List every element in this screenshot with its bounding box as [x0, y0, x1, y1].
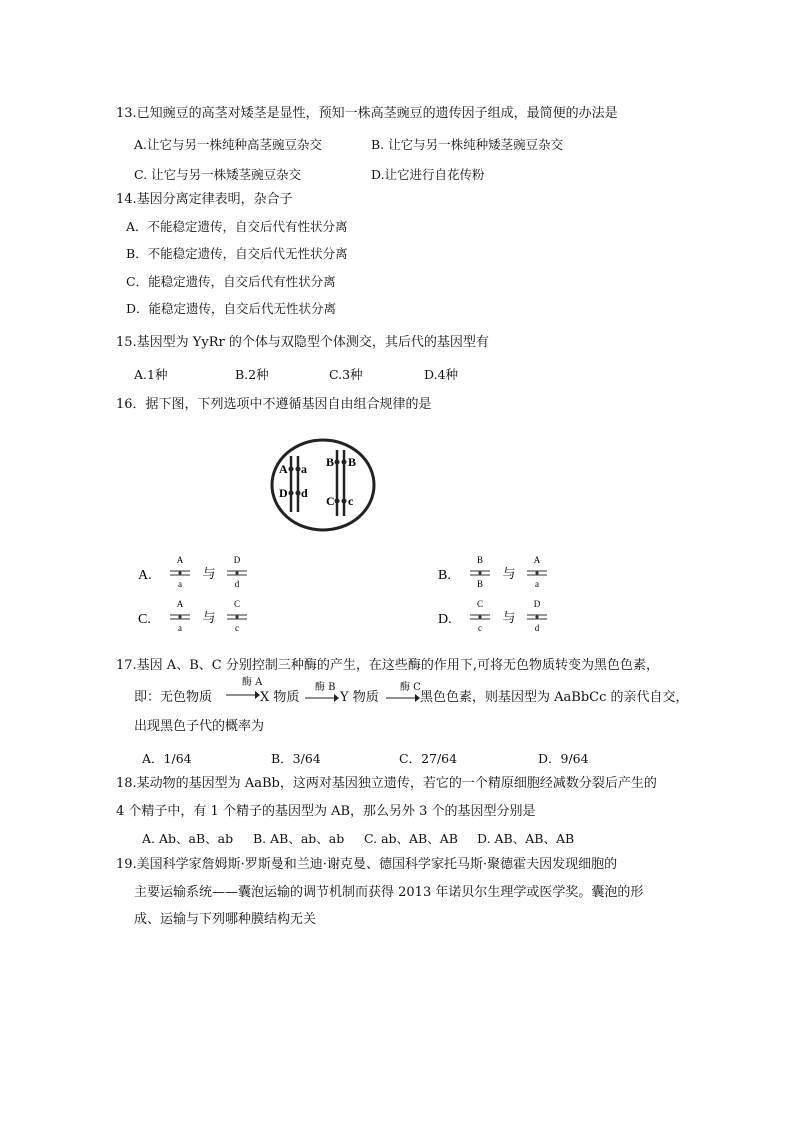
- q17-enzyme2-label: 酶 B: [315, 682, 336, 693]
- svg-text:D.: D.: [438, 612, 452, 627]
- svg-text:B.: B.: [438, 568, 451, 583]
- gene-label-c: c: [348, 494, 354, 508]
- q17-option-a: A．1/64: [142, 751, 192, 766]
- svg-text:A: A: [176, 555, 184, 565]
- svg-text:与: 与: [502, 610, 516, 625]
- q16-option-c: [136, 598, 256, 638]
- svg-text:D: D: [533, 599, 541, 609]
- cell-diagram: [270, 438, 380, 534]
- q13-option-c: C. 让它与另一株矮茎豌豆杂交: [134, 167, 302, 182]
- svg-text:c: c: [478, 623, 482, 633]
- q17-stem-line3: 出现黑色子代的概率为: [134, 719, 265, 734]
- gene-label-D: D: [279, 486, 288, 500]
- q14-option-d: D．能稳定遗传，自交后代无性状分离: [126, 301, 337, 316]
- q17-pathway-x: X 物质: [260, 690, 300, 705]
- svg-text:a: a: [535, 579, 539, 589]
- q17-arrow1: [226, 690, 260, 700]
- svg-text:B: B: [476, 555, 484, 565]
- q13-option-b: B. 让它与另一株纯种矮茎豌豆杂交: [371, 137, 564, 152]
- q16-option-a: [136, 554, 256, 594]
- q16-option-d: [436, 598, 556, 638]
- q18-option-c: C. ab、AB、AB: [364, 831, 458, 846]
- q15-option-d: D.4种: [424, 367, 459, 382]
- q19-stem-line1: 19.美国科学家詹姆斯·罗斯曼和兰迪·谢克曼、德国科学家托马斯·聚德霍夫因发现细胞的: [116, 857, 618, 872]
- svg-text:C.: C.: [138, 612, 151, 627]
- gene-label-B-right: B: [348, 455, 357, 469]
- svg-text:a: a: [178, 623, 182, 633]
- q18-option-b: B. AB、ab、ab: [253, 831, 345, 846]
- q14-option-b: B．不能稳定遗传，自交后代无性状分离: [126, 246, 348, 261]
- q16-stem: 16．据下图，下列选项中不遵循基因自由组合规律的是: [116, 397, 432, 412]
- svg-text:D: D: [233, 555, 241, 565]
- q17-option-b: B．3/64: [271, 751, 321, 766]
- svg-text:与: 与: [202, 610, 216, 625]
- q17-arrow2: [305, 693, 339, 703]
- gene-label-C: C: [326, 494, 335, 508]
- svg-text:A: A: [176, 599, 184, 609]
- q18-option-d: D. AB、AB、AB: [477, 831, 575, 846]
- q17-option-d: D．9/64: [538, 751, 589, 766]
- svg-text:A.: A.: [138, 568, 152, 583]
- q18-option-a: A. Ab、aB、ab: [142, 831, 234, 846]
- q14-option-c: C．能稳定遗传，自交后代有性状分离: [126, 274, 336, 289]
- q19-stem-line2: 主要运输系统——囊泡运输的调节机制而获得 2013 年诺贝尔生理学或医学奖。囊泡的形: [134, 885, 644, 900]
- q13-option-a: A.让它与另一株纯种高茎豌豆杂交: [134, 137, 323, 152]
- svg-text:d: d: [534, 623, 540, 633]
- q14-option-a: A．不能稳定遗传，自交后代有性状分离: [126, 219, 348, 234]
- q13-option-d: D.让它进行自花传粉: [371, 167, 485, 182]
- q16-option-b: [436, 554, 556, 594]
- svg-text:d: d: [234, 579, 240, 589]
- svg-text:C: C: [233, 599, 241, 609]
- q15-option-b: B.2种: [235, 367, 269, 382]
- gene-label-B-left: B: [326, 455, 335, 469]
- q13-stem: 13.已知豌豆的高茎对矮茎是显性，预知一株高茎豌豆的遗传因子组成，最简便的办法是: [116, 106, 618, 121]
- q17-pathway-prefix: 即：无色物质: [134, 690, 213, 705]
- q17-enzyme1-label: 酶 A: [242, 677, 263, 688]
- svg-text:C: C: [476, 599, 484, 609]
- gene-label-A: A: [279, 462, 288, 476]
- q15-stem: 15.基因型为 YyRr 的个体与双隐型个体测交，其后代的基因型有: [116, 335, 489, 350]
- q17-enzyme3-label: 酶 C: [400, 682, 421, 693]
- svg-text:a: a: [178, 579, 182, 589]
- q15-option-c: C.3种: [329, 367, 363, 382]
- q17-arrow3: [386, 693, 420, 703]
- svg-text:与: 与: [202, 566, 216, 581]
- q17-option-c: C．27/64: [399, 751, 458, 766]
- q17-pathway-suffix: 黑色色素，则基因型为 AaBbCc 的亲代自交，: [420, 690, 689, 705]
- q18-stem-line2: 4 个精子中，有 1 个精子的基因型为 AB，那么另外 3 个的基因型分别是: [116, 804, 536, 819]
- q19-stem-line3: 成、运输与下列哪种膜结构无关: [134, 912, 317, 927]
- q18-stem-line1: 18.某动物的基因型为 AaBb，这两对基因独立遗传，若它的一个精原细胞经减数分裂后产生的: [116, 776, 657, 791]
- svg-text:与: 与: [502, 566, 516, 581]
- q14-stem: 14.基因分离定律表明，杂合子: [116, 192, 293, 207]
- svg-text:c: c: [235, 623, 239, 633]
- gene-label-a: a: [301, 462, 307, 476]
- gene-label-d: d: [301, 486, 308, 500]
- svg-text:B: B: [476, 579, 484, 589]
- q17-pathway-y: Y 物质: [340, 690, 379, 705]
- q17-stem-line1: 17.基因 A、B、C 分别控制三种酶的产生，在这些酶的作用下,可将无色物质转变为黑色色素，: [116, 658, 659, 673]
- svg-text:A: A: [533, 555, 541, 565]
- q15-option-a: A.1种: [134, 367, 168, 382]
